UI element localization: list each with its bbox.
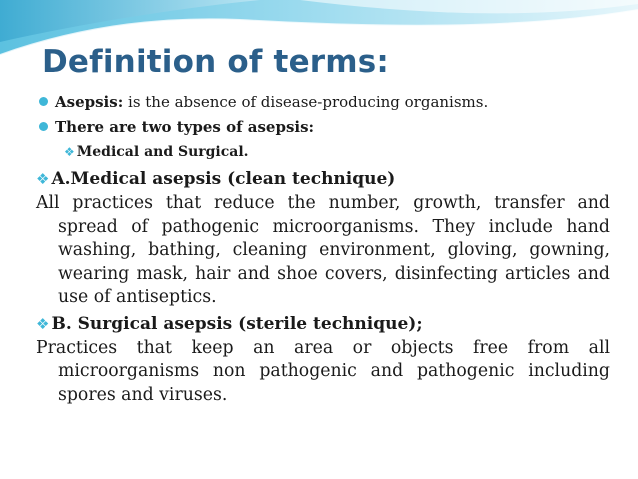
- sub-bullet-text: Medical and Surgical.: [76, 144, 249, 160]
- slide-title: Definition of terms:: [42, 44, 390, 80]
- bullet-text: is the absence of disease-producing organisms.: [123, 93, 489, 111]
- section-heading-medical: [36, 166, 610, 192]
- bullet-types: [36, 115, 610, 140]
- bullet-term: Asepsis:: [55, 93, 124, 111]
- dot-bullet-icon: [39, 97, 48, 106]
- bullet-asepsis: [36, 90, 610, 115]
- bullet-term: There are two types of asepsis:: [55, 118, 315, 136]
- diamond-bullet-icon: ❖: [36, 170, 50, 188]
- dot-bullet-icon: [39, 122, 48, 131]
- section-heading-text: B. Surgical asepsis (sterile technique);: [51, 313, 423, 334]
- section-body-medical: All practices that reduce the number, growth, transfer and spread of pathogenic microorganisms. They include hand washing, bathing, cleaning environment, gloving, gowning, wearing mask, hair and shoe covers, disinfecting articles and use of antiseptics.: [36, 193, 610, 307]
- sub-bullet: [36, 140, 610, 165]
- section-heading-text: A.Medical asepsis (clean technique): [51, 169, 396, 189]
- diamond-bullet-icon: ❖: [64, 145, 75, 159]
- section-heading-surgical: [36, 311, 610, 337]
- slide-body: [36, 90, 610, 407]
- section-body-surgical: Practices that keep an area or objects free from all microorganisms non pathogenic and pathogenic including spores and viruses.: [36, 337, 610, 405]
- diamond-bullet-icon: ❖: [36, 314, 50, 333]
